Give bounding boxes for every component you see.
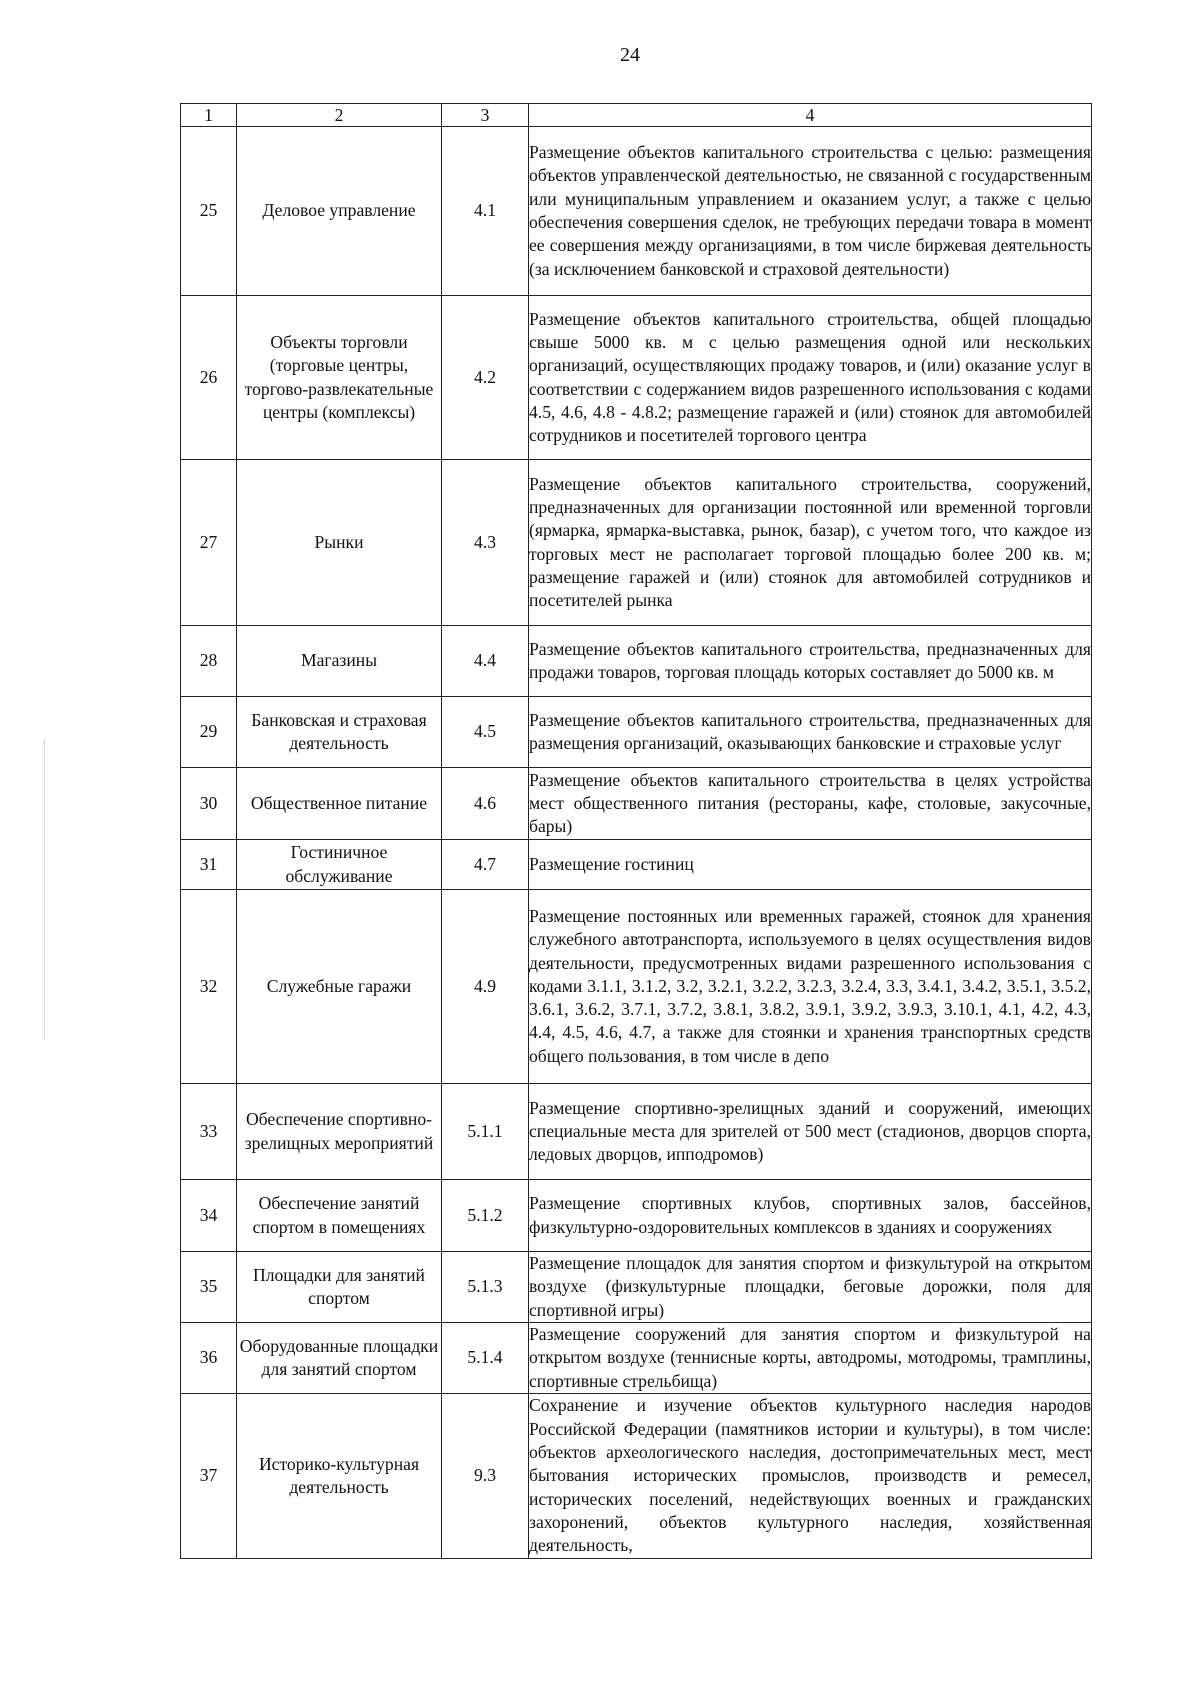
margin-mark [44, 740, 46, 1040]
activity-name: Магазины [237, 626, 442, 697]
activity-name: Обеспечение занятий спортом в помещениях [237, 1180, 442, 1252]
table-row [181, 127, 1092, 296]
activity-code: 5.1.1 [442, 1084, 529, 1180]
activity-code: 4.1 [442, 127, 529, 296]
activity-name: Историко-культурная деятельность [237, 1394, 442, 1559]
activity-description: Размещение спортивных клубов, спортивных залов, бассейнов, физкультурно-оздоровительных комплексов в зданиях и сооружениях [529, 1180, 1092, 1252]
activity-code: 5.1.4 [442, 1323, 529, 1394]
activity-code: 4.3 [442, 460, 529, 626]
activity-code: 9.3 [442, 1394, 529, 1559]
row-number: 34 [181, 1180, 237, 1252]
activity-description: Размещение объектов капитального строительства, общей площадью свыше 5000 кв. м с целью размещения одной или нескольких организаций, осуществляющих продажу товаров, и (или) оказание услуг в соответствии с содержанием видов разрешенного использования с кодами 4.5, 4.6, 4.8 - 4.8.2; размещение гаражей и (или) стоянок для автомобилей сотрудников и посетителей торгового центра [529, 296, 1092, 460]
table-row [181, 296, 1092, 460]
activity-code: 4.4 [442, 626, 529, 697]
activity-description: Размещение объектов капитального строительства, предназначенных для размещения организаций, оказывающих банковские и страховые услуг [529, 697, 1092, 768]
header-col-2: 2 [237, 104, 442, 127]
activity-name: Общественное питание [237, 768, 442, 840]
activity-code: 5.1.3 [442, 1252, 529, 1323]
table-row [181, 1252, 1092, 1323]
row-number: 28 [181, 626, 237, 697]
land-use-table [180, 103, 1092, 1559]
activity-description: Размещение сооружений для занятия спортом и физкультурой на открытом воздухе (теннисные корты, автодромы, мотодромы, трамплины, спортивные стрельбища) [529, 1323, 1092, 1394]
header-col-3: 3 [442, 104, 529, 127]
activity-name: Гостиничное обслуживание [237, 840, 442, 890]
activity-description: Размещение объектов капитального строительства в целях устройства мест общественного питания (рестораны, кафе, столовые, закусочные, бары) [529, 768, 1092, 840]
activity-name: Рынки [237, 460, 442, 626]
row-number: 25 [181, 127, 237, 296]
activity-description: Размещение объектов капитального строительства с целью: размещения объектов управленческой деятельностью, не связанной с государственным или муниципальным управлением и оказанием услуг, а также с целью обеспечения совершения сделок, не требующих передачи товара в момент ее совершения между организациями, в том числе биржевая деятельность (за исключением банковской и страховой деятельности) [529, 127, 1092, 296]
row-number: 37 [181, 1394, 237, 1559]
activity-name: Оборудованные площадки для занятий спортом [237, 1323, 442, 1394]
activity-description: Размещение спортивно-зрелищных зданий и сооружений, имеющих специальные места для зрителей от 500 мест (стадионов, дворцов спорта, ледовых дворцов, ипподромов) [529, 1084, 1092, 1180]
row-number: 32 [181, 890, 237, 1084]
activity-name: Банковская и страховая деятельность [237, 697, 442, 768]
activity-description: Размещение гостиниц [529, 840, 1092, 890]
activity-code: 4.9 [442, 890, 529, 1084]
table-row [181, 768, 1092, 840]
row-number: 29 [181, 697, 237, 768]
table-header-row [181, 104, 1092, 127]
header-col-1: 1 [181, 104, 237, 127]
row-number: 26 [181, 296, 237, 460]
table-row [181, 1180, 1092, 1252]
activity-name: Объекты торговли (торговые центры, торгово-развлекательные центры (комплексы) [237, 296, 442, 460]
activity-code: 4.5 [442, 697, 529, 768]
activity-name: Деловое управление [237, 127, 442, 296]
row-number: 30 [181, 768, 237, 840]
table-row [181, 626, 1092, 697]
row-number: 27 [181, 460, 237, 626]
header-col-4: 4 [529, 104, 1092, 127]
activity-code: 4.6 [442, 768, 529, 840]
table-row [181, 1323, 1092, 1394]
table-row [181, 1394, 1092, 1559]
table-row [181, 697, 1092, 768]
activity-description: Размещение постоянных или временных гаражей, стоянок для хранения служебного автотранспорта, используемого в целях осуществления видов деятельности, предусмотренных видами разрешенного использования с кодами 3.1.1, 3.1.2, 3.2, 3.2.1, 3.2.2, 3.2.3, 3.2.4, 3.3, 3.4.1, 3.4.2, 3.5.1, 3.5.2, 3.6.1, 3.6.2, 3.7.1, 3.7.2, 3.8.1, 3.8.2, 3.9.1, 3.9.2, 3.9.3, 3.10.1, 4.1, 4.2, 4.3, 4.4, 4.5, 4.6, 4.7, а также для стоянки и хранения транспортных средств общего пользования, в том числе в депо [529, 890, 1092, 1084]
row-number: 33 [181, 1084, 237, 1180]
activity-name: Обеспечение спортивно-зрелищных мероприятий [237, 1084, 442, 1180]
row-number: 35 [181, 1252, 237, 1323]
table-row [181, 1084, 1092, 1180]
activity-description: Размещение объектов капитального строительства, предназначенных для продажи товаров, торговая площадь которых составляет до 5000 кв. м [529, 626, 1092, 697]
activity-name: Площадки для занятий спортом [237, 1252, 442, 1323]
activity-code: 5.1.2 [442, 1180, 529, 1252]
activity-name: Служебные гаражи [237, 890, 442, 1084]
table-row [181, 460, 1092, 626]
table-row [181, 840, 1092, 890]
page-number: 24 [620, 44, 640, 66]
table-row [181, 890, 1092, 1084]
activity-description: Размещение объектов капитального строительства, сооружений, предназначенных для организации постоянной или временной торговли (ярмарка, ярмарка-выставка, рынок, базар), с учетом того, что каждое из торговых мест не располагает торговой площадью более 200 кв. м; размещение гаражей и (или) стоянок для автомобилей сотрудников и посетителей рынка [529, 460, 1092, 626]
row-number: 31 [181, 840, 237, 890]
row-number: 36 [181, 1323, 237, 1394]
activity-code: 4.2 [442, 296, 529, 460]
activity-description: Сохранение и изучение объектов культурного наследия народов Российской Федерации (памятников истории и культуры), в том числе: объектов археологического наследия, достопримечательных мест, мест бытования исторических промыслов, производств и ремесел, исторических поселений, недействующих военных и гражданских захоронений, объектов культурного наследия, хозяйственная деятельность, [529, 1394, 1092, 1559]
activity-code: 4.7 [442, 840, 529, 890]
activity-description: Размещение площадок для занятия спортом и физкультурой на открытом воздухе (физкультурные площадки, беговые дорожки, поля для спортивной игры) [529, 1252, 1092, 1323]
